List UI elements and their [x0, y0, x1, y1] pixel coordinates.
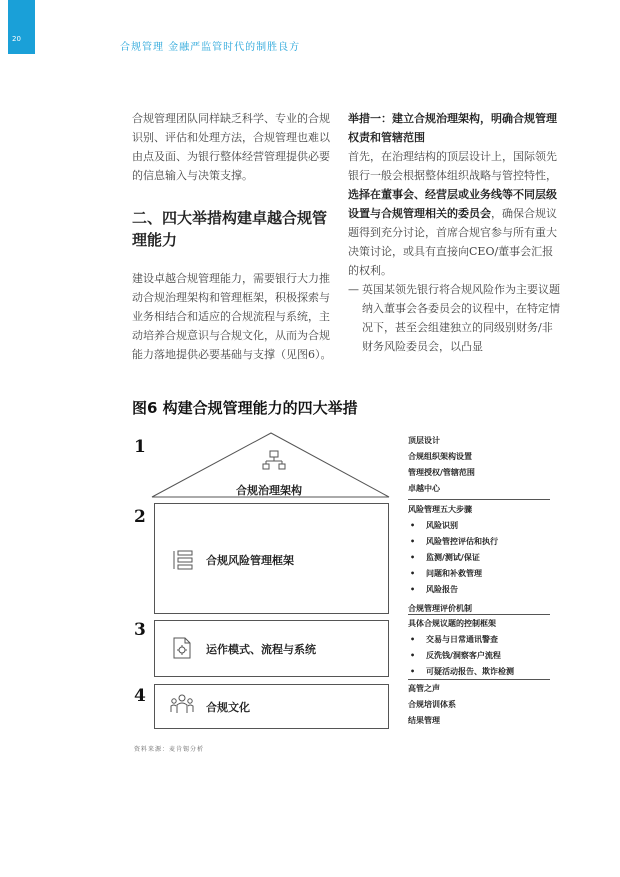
detail-subitem: • 交易与日常通讯警查 — [408, 632, 550, 648]
divider-3 — [408, 679, 550, 680]
right-column — [348, 109, 560, 356]
row-number-3: 3 — [134, 620, 146, 640]
detail-item: 合规管理评价机制 — [408, 604, 472, 613]
list-framework-icon — [172, 549, 194, 571]
org-chart-icon — [262, 450, 286, 472]
detail-group-1 — [408, 433, 550, 497]
detail-item: 管理授权/管辖范围 — [408, 468, 475, 477]
running-title: 合规管理 金融严监管时代的制胜良方 — [120, 42, 301, 53]
detail-subitem: • 监测/测试/保证 — [408, 550, 550, 566]
row-number-4: 4 — [134, 686, 146, 706]
intro-text: 首先，在治理结构的顶层设计上，国际领先银行一般会根据整体组织战略与管控特性， — [348, 150, 557, 182]
detail-group-2 — [408, 502, 550, 617]
left-paragraph-2: 建设卓越合规管理能力，需要银行大力推动合规治理架构和管理框架，积极探索与业务相结合和适应的合规流程与系统，主动培养合规意识与合规文化，从而为合规能力落地提供必要基础与支撑（见图6）。 — [132, 272, 332, 361]
page-number-tab — [8, 0, 35, 54]
detail-group-4 — [408, 681, 550, 729]
detail-subitem: • 风险识别 — [408, 518, 550, 534]
dash-marker: — — [348, 283, 359, 296]
people-culture-icon — [170, 693, 194, 715]
figure-source: 资料来源：麦肯锡分析 — [134, 746, 205, 753]
right-paragraph-1 — [348, 147, 560, 280]
dash-item-text: 英国某领先银行将合规风险作为主要议题纳入董事会各委员会的议程中，在特定情况下，甚至会组建独立的同级别财务/非财务风险委员会，以凸显 — [362, 283, 560, 353]
detail-subitem: • 风险管控评估和执行 — [408, 534, 550, 550]
detail-item: 合规组织架构设置 — [408, 452, 472, 461]
detail-item: 具体合规议题的控制框架 — [408, 619, 496, 628]
process-system-icon — [172, 637, 192, 659]
left-paragraph-1: 合规管理团队同样缺乏科学、专业的合规识别、评估和处理方法，合规管理也难以由点及面、为银行整体经营管理提供必要的信息输入与决策支撑。 — [132, 112, 330, 182]
detail-item: 风险管理五大步骤 — [408, 505, 472, 514]
bold-text: 选择在董事会、经营层或业务线等不同层级设置与合规管理相关的委员会 — [348, 188, 557, 220]
detail-group-3 — [408, 616, 550, 680]
detail-item: 顶层设计 — [408, 436, 440, 445]
row-label-3: 运作模式、流程与系统 — [206, 643, 316, 656]
detail-item: 合规培训体系 — [408, 700, 456, 709]
row-label-2: 合规风险管理框架 — [206, 554, 294, 567]
page-number: 20 — [12, 35, 21, 43]
row-number-1: 1 — [134, 437, 146, 457]
rest-text: ，确保合规议题得到充分讨论，首席合规官参与所有重大决策讨论，或具有直接向CEO/董事会汇报的权利。 — [348, 207, 557, 277]
dash-list-item — [348, 280, 560, 356]
row-label-4: 合规文化 — [206, 701, 250, 714]
left-column — [132, 109, 338, 364]
roof-label: 合规治理架构 — [236, 484, 302, 497]
detail-subitem: • 风险报告 — [408, 582, 550, 598]
detail-subitem: • 可疑活动报告、欺诈检测 — [408, 664, 550, 680]
detail-item: 结果管理 — [408, 716, 440, 725]
detail-item: 卓越中心 — [408, 484, 440, 493]
section-heading: 二、四大举措构建卓越合规管理能力 — [132, 209, 328, 249]
detail-subitem: • 问题和补救管理 — [408, 566, 550, 582]
row-number-2: 2 — [134, 507, 146, 527]
figure-title: 图6 构建合规管理能力的四大举措 — [132, 399, 358, 417]
detail-item: 高管之声 — [408, 684, 440, 693]
divider-1 — [408, 499, 550, 500]
measure-heading: 举措一：建立合规治理架构，明确合规管理权责和管辖范围 — [348, 112, 557, 144]
detail-subitem: • 反洗钱/洞察客户流程 — [408, 648, 550, 664]
divider-2 — [408, 614, 550, 615]
